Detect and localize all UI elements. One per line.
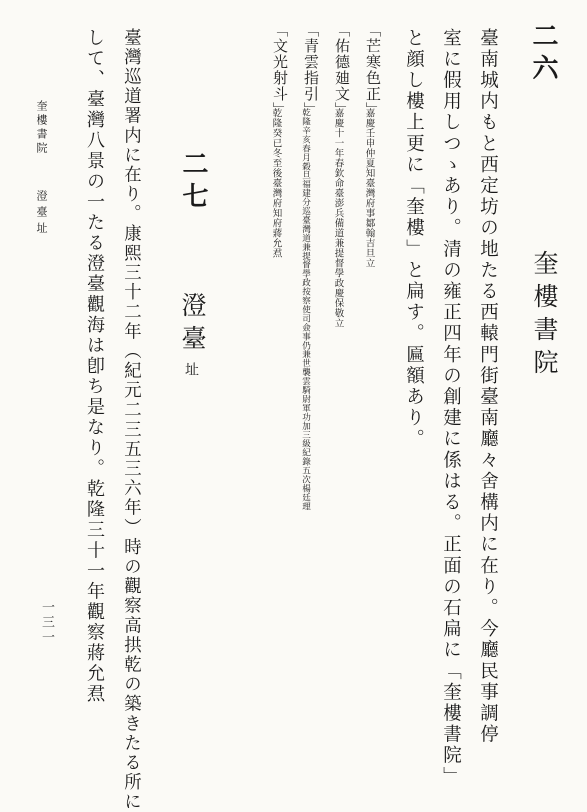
page-number: 一三一: [39, 600, 54, 645]
section-27-number: 二七: [178, 150, 208, 214]
plaque-note: 嘉慶壬申仲夏知臺灣府事鄒翰吉旦立: [363, 108, 375, 268]
running-head-right: 澄臺址: [35, 190, 48, 238]
section-26-number: 二六: [528, 22, 558, 86]
section-27-line: 臺灣巡道署内に在り。康熙三十二年（紀元二三五三六年）時の觀察高拱乾の築きたる所に: [120, 28, 141, 812]
plaque-title: 「佑德廸文」: [333, 22, 351, 118]
section-26-line: と顔し樓上更に「奎樓」と扁す。匾額あり。: [403, 28, 425, 450]
section-26-title: 奎樓書院: [530, 250, 559, 382]
section-26-line: 室に假用しつゝあり。清の雍正四年の創建に係はる。正面の石扁に「奎樓書院」: [440, 28, 462, 788]
section-27-title: 澄臺: [178, 292, 207, 358]
plaque-title: 「芒寒色正」: [364, 22, 382, 118]
section-27-line: して、臺灣八景の一たる澄臺觀海は卽ち是なり。乾隆三十一年觀察蔣允焄: [84, 28, 105, 705]
plaque-title: 「文光射斗」: [271, 22, 289, 118]
section-27-title-suffix: 址: [183, 362, 199, 376]
running-head-left: 奎樓書院: [35, 100, 48, 156]
plaque-title: 「青雲指引」: [302, 22, 320, 118]
plaque-note: 乾隆辛亥春月穀旦福建分巡臺灣道兼提督學政按察使司僉事仍兼世襲雲騎尉軍功加三級紀錄五次楊廷理: [300, 108, 311, 511]
plaque-note: 嘉慶十一年春欽命臺澎兵備道兼提督學政慶保敬立: [332, 108, 344, 328]
section-26-line: 臺南城内もと西定坊の地たる西轅門街臺南廳々舍構内に在り。今廳民事調停: [477, 28, 499, 746]
plaque-note: 乾隆癸已冬至後臺灣府知府蔣允焄: [270, 108, 282, 258]
